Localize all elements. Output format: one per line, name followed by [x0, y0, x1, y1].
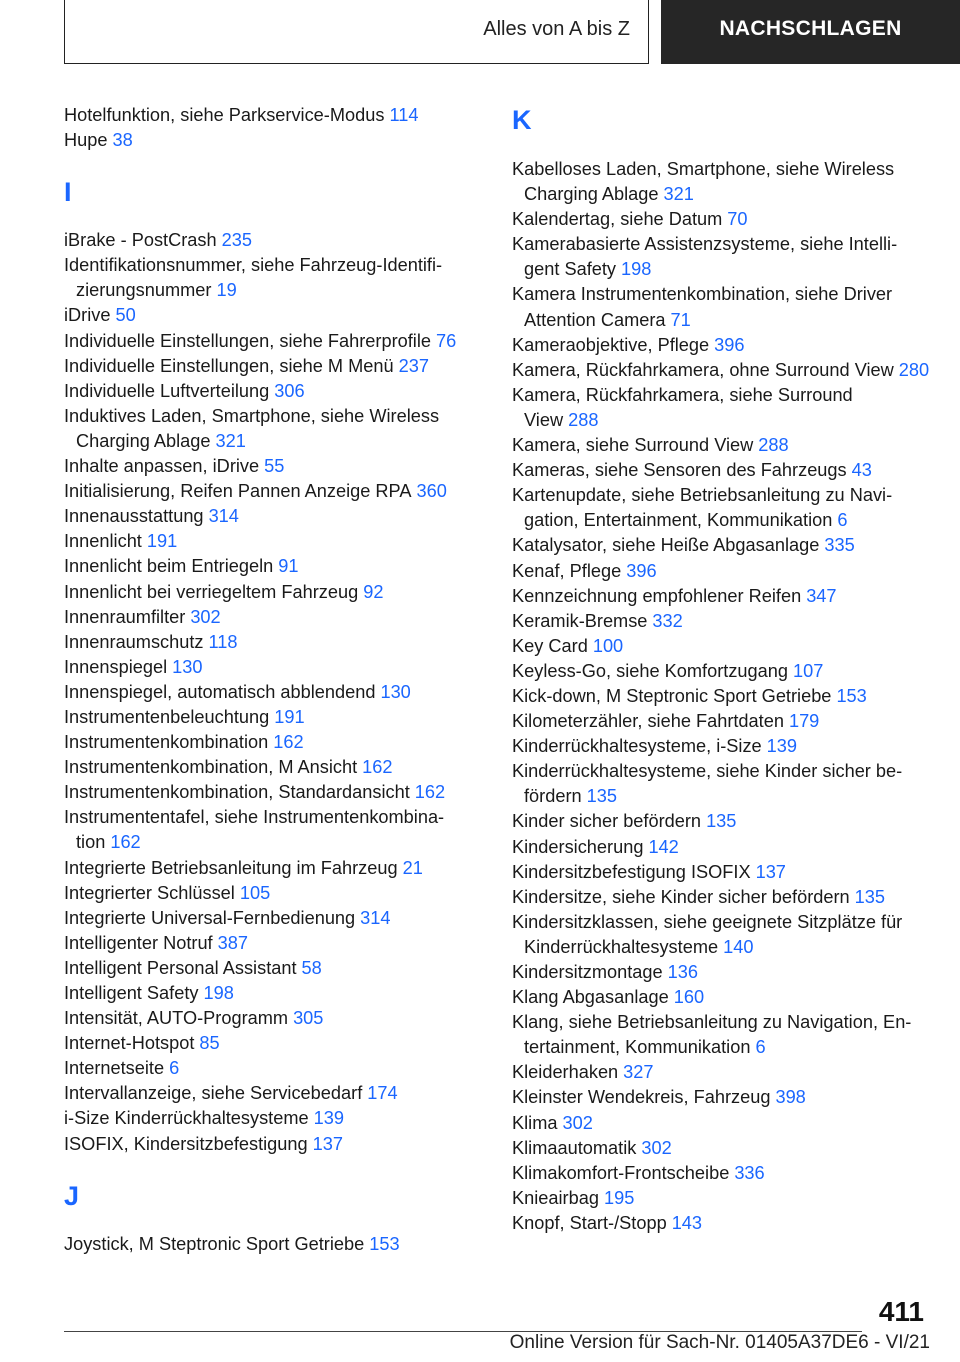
index-entry-page-link[interactable]: 139 — [766, 736, 798, 757]
index-entry — [512, 1085, 932, 1110]
index-entry — [512, 559, 932, 584]
section-title: Alles von A bis Z — [483, 18, 630, 40]
index-entry — [512, 1186, 932, 1211]
index-entry — [64, 655, 484, 680]
index-entry-term: Kabelloses Laden, Smartphone, siehe Wireless Charging Ablage — [512, 159, 895, 205]
index-entry-term: Innenlicht bei verriegeltem Fahrzeug — [64, 581, 359, 602]
index-entry-page-link[interactable]: 179 — [788, 711, 820, 732]
index-entry-page-link[interactable]: 139 — [313, 1108, 344, 1129]
index-entry-term: Integrierte Betriebsanleitung im Fahrzeug — [64, 857, 398, 878]
index-entry-term: Knieairbag — [512, 1187, 599, 1208]
index-entry — [64, 605, 484, 630]
index-entry-term: Intensität, AUTO-Programm — [64, 1008, 289, 1029]
index-entry — [64, 906, 484, 931]
index-entry-page-link[interactable]: 288 — [758, 435, 789, 456]
index-entry-page-link[interactable]: 336 — [734, 1162, 765, 1183]
index-entry-term: Key Card — [512, 635, 588, 656]
index-entry — [512, 910, 932, 960]
index-entry — [512, 960, 932, 985]
index-entry — [512, 433, 932, 458]
index-entry-page-link[interactable]: 198 — [621, 259, 652, 280]
index-entry-page-link[interactable]: 347 — [806, 585, 837, 606]
index-entry-term: Kindersitze, siehe Kinder sicher befördern — [512, 886, 850, 907]
index-entry-term: Innenraumschutz — [64, 631, 204, 652]
index-entry-page-link[interactable]: 58 — [301, 957, 322, 978]
index-entry — [64, 630, 484, 655]
index-entry-term: Integrierter Schlüssel — [64, 882, 235, 903]
index-entry-term: Kindersitzklassen, siehe geeignete Sitzplätze für Kinderrückhaltesysteme — [512, 911, 903, 957]
index-entry — [512, 1111, 932, 1136]
index-entry-page-link[interactable]: 135 — [854, 886, 886, 907]
index-entry-page-link[interactable]: 191 — [274, 706, 305, 727]
index-entry — [64, 981, 484, 1006]
index-entry-term: Instrumentenkombination, M Ansicht — [64, 757, 358, 778]
index-entry-page-link[interactable]: 396 — [714, 334, 745, 355]
index-entry-page-link[interactable]: 76 — [436, 330, 457, 351]
index-entry-term: Intelligent Personal Assistant — [64, 957, 297, 978]
index-column-right — [512, 103, 932, 1236]
index-entry — [64, 554, 484, 579]
index-entry — [64, 956, 484, 981]
index-entry-term: Kartenupdate, siehe Betriebsanleitung zu Navi-gation, Entertainment, Kommunikation — [512, 485, 893, 531]
index-entry-page-link[interactable]: 92 — [363, 581, 384, 602]
index-entry-term: Individuelle Einstellungen, siehe Fahrerprofile — [64, 330, 432, 351]
index-entry-term: Kinderrückhaltesysteme, i-Size — [512, 736, 762, 757]
chapter-title: NACHSCHLAGEN — [719, 17, 902, 40]
index-entry — [512, 458, 932, 483]
index-entry-page-link[interactable]: 55 — [264, 456, 285, 477]
index-entry-page-link[interactable]: 107 — [792, 660, 824, 681]
index-entry-page-link[interactable]: 302 — [641, 1137, 672, 1158]
header-chapter-box — [661, 0, 960, 64]
index-entry-page-link[interactable]: 191 — [146, 531, 178, 552]
index-entry-page-link[interactable]: 118 — [208, 631, 238, 652]
index-entry-term: Kindersitzmontage — [512, 962, 663, 982]
index-entry-term: Klima — [512, 1112, 558, 1133]
index-entry-term: Induktives Laden, Smartphone, siehe Wireless Charging Ablage — [64, 405, 440, 451]
index-entry-term: Klang Abgasanlage — [512, 987, 669, 1008]
index-entry-term: Kinderrückhaltesysteme, siehe Kinder sicher be-fördern — [512, 761, 903, 807]
index-entry-term: Kindersitzbefestigung ISOFIX — [512, 861, 751, 882]
index-entry — [64, 705, 484, 730]
index-entry-term: Klimakomfort-Frontscheibe — [512, 1162, 730, 1183]
index-entry-term: iBrake - PostCrash — [64, 230, 217, 251]
index-entry — [512, 1211, 932, 1236]
index-entry-page-link[interactable]: 327 — [623, 1062, 654, 1083]
index-entry — [64, 103, 484, 128]
index-entry-page-link[interactable]: 135 — [586, 786, 617, 807]
index-entry-page-link[interactable]: 360 — [416, 481, 447, 502]
index-entry-term: Instrumentenkombination, Standardansicht — [64, 782, 410, 803]
index-entry-page-link[interactable]: 136 — [667, 962, 698, 982]
index-entry-term: Katalysator, siehe Heiße Abgasanlage — [512, 535, 820, 556]
index-entry-term: Intervallanzeige, siehe Servicebedarf — [64, 1083, 363, 1104]
index-entry-page-link[interactable]: 137 — [312, 1133, 343, 1154]
index-entry — [64, 881, 484, 906]
index-entry-term: Kilometerzähler, siehe Fahrtdaten — [512, 711, 784, 732]
index-entry — [512, 734, 932, 759]
index-entry — [64, 755, 484, 780]
index-entry-page-link[interactable]: 100 — [592, 635, 624, 656]
index-entry-page-link[interactable]: 162 — [273, 732, 304, 753]
index-entry-page-link[interactable]: 114 — [389, 105, 419, 125]
index-entry-page-link[interactable]: 135 — [706, 811, 737, 832]
index-letter-heading: J — [64, 1180, 80, 1211]
index-entry-term: Individuelle Luftverteilung — [64, 380, 270, 401]
index-entry — [512, 684, 932, 709]
index-entry-page-link[interactable]: 306 — [274, 380, 305, 401]
index-entry-page-link[interactable]: 162 — [414, 782, 446, 803]
index-entry-term: Innenspiegel, automatisch abblendend — [64, 681, 376, 702]
index-entry-page-link[interactable]: 105 — [239, 882, 271, 903]
index-entry — [512, 1161, 932, 1186]
index-entry-page-link[interactable]: 130 — [380, 681, 411, 702]
index-entry-term: Kameraobjektive, Pflege — [512, 334, 710, 355]
index-column-left — [64, 103, 484, 1257]
footer-version: Online Version für Sach-Nr. 01405A37DE6 - VI/21 — [509, 1332, 930, 1353]
index-entry-term: Kleiderhaken — [512, 1062, 619, 1083]
index-entry — [512, 759, 932, 809]
index-entry-page-link[interactable]: 387 — [217, 932, 248, 953]
index-entry-page-link[interactable]: 91 — [278, 556, 299, 577]
index-entry-term: Klimaautomatik — [512, 1137, 637, 1158]
index-entry-term: Innenraumfilter — [64, 606, 186, 627]
index-entry-page-link[interactable]: 288 — [568, 409, 599, 430]
index-entry-term: Kameras, siehe Sensoren des Fahrzeugs — [512, 460, 847, 481]
index-entry — [64, 529, 484, 554]
index-entry-term: Kamera, siehe Surround View — [512, 435, 754, 456]
index-entry — [64, 479, 484, 504]
index-entry-page-link[interactable]: 321 — [215, 430, 246, 451]
index-entry-term: Innenlicht beim Entriegeln — [64, 556, 274, 577]
index-entry — [64, 253, 484, 303]
index-entry-term: Innenlicht — [64, 531, 142, 552]
index-entry-term: Identifikationsnummer, siehe Fahrzeug-Identifi-zierungsnummer — [64, 255, 443, 301]
index-entry — [64, 730, 484, 755]
index-entry — [64, 1031, 484, 1056]
index-entry-term: Knopf, Start-/Stopp — [512, 1212, 667, 1233]
index-entry-page-link[interactable]: 21 — [402, 857, 423, 878]
index-entry-term: Innenausstattung — [64, 506, 204, 527]
index-entry-page-link[interactable]: 162 — [110, 832, 141, 853]
index-entry — [64, 1132, 484, 1157]
index-entry-term: ISOFIX, Kindersitzbefestigung — [64, 1133, 308, 1154]
index-entry-term: Intelligent Safety — [64, 983, 199, 1003]
index-entry — [512, 282, 932, 332]
index-entry — [64, 354, 484, 379]
index-entry-page-link[interactable]: 314 — [360, 907, 391, 928]
index-entry-page-link[interactable]: 6 — [169, 1058, 180, 1079]
index-entry — [512, 157, 932, 207]
index-entry — [512, 1136, 932, 1161]
index-entry-page-link[interactable]: 195 — [603, 1187, 635, 1208]
index-entry-page-link[interactable]: 332 — [652, 610, 683, 631]
index-entry-page-link[interactable]: 160 — [673, 987, 705, 1008]
index-entry-term: Integrierte Universal-Fernbedienung — [64, 907, 356, 928]
index-entry — [512, 207, 932, 232]
index-entry-term: Internet-Hotspot — [64, 1033, 195, 1054]
index-entry — [64, 404, 484, 454]
index-entry — [512, 1060, 932, 1085]
index-entry — [512, 709, 932, 734]
index-entry-term: Kinder sicher befördern — [512, 811, 702, 832]
index-entry-term: Internetseite — [64, 1058, 165, 1079]
index-entry-page-link[interactable]: 6 — [755, 1037, 766, 1058]
index-entry-page-link[interactable]: 335 — [824, 535, 855, 556]
index-entry-page-link[interactable]: 85 — [199, 1033, 220, 1054]
index-entry-term: Keyless-Go, siehe Komfortzugang — [512, 660, 788, 681]
index-entry-term: Kenaf, Pflege — [512, 560, 622, 581]
index-entry-term: iDrive — [64, 305, 111, 326]
index-entry-term: Inhalte anpassen, iDrive — [64, 456, 260, 477]
index-entry-page-link[interactable]: 43 — [851, 460, 872, 481]
index-entry — [64, 1081, 484, 1106]
index-entry-term: Klang, siehe Betriebsanleitung zu Navigation, En-tertainment, Kommunikation — [512, 1012, 912, 1058]
index-entry — [512, 383, 932, 433]
index-entry — [64, 856, 484, 881]
index-entry — [64, 128, 484, 153]
index-entry-term: Individuelle Einstellungen, siehe M Menü — [64, 355, 394, 376]
index-entry-page-link[interactable]: 198 — [203, 983, 234, 1003]
index-entry — [64, 1006, 484, 1031]
index-entry-page-link[interactable]: 162 — [362, 757, 393, 778]
index-entry-page-link[interactable]: 314 — [208, 506, 239, 527]
index-entry-term: Kamerabasierte Assistenzsysteme, siehe Intelli-gent Safety — [512, 234, 898, 280]
index-entry-page-link[interactable]: 235 — [221, 230, 252, 251]
index-entry — [64, 931, 484, 956]
index-entry — [64, 1232, 484, 1257]
index-entry-term: Hotelfunktion, siehe Parkservice-Modus — [64, 105, 385, 125]
index-entry-page-link[interactable]: 19 — [216, 280, 237, 301]
index-entry-term: Instrumentenkombination — [64, 732, 269, 753]
index-entry-page-link[interactable]: 321 — [663, 184, 694, 205]
index-entry — [64, 504, 484, 529]
index-entry-term: Keramik-Bremse — [512, 610, 648, 631]
index-entry-term: Innenspiegel — [64, 656, 168, 677]
index-entry-page-link[interactable]: 142 — [648, 836, 679, 857]
index-entry — [64, 303, 484, 328]
index-entry-page-link[interactable]: 143 — [671, 1212, 703, 1233]
index-letter-heading: K — [512, 105, 532, 135]
index-entry — [64, 1106, 484, 1131]
index-entry — [64, 780, 484, 805]
index-entry-term: Kindersicherung — [512, 836, 644, 857]
index-entry — [512, 809, 932, 834]
index-entry-page-link[interactable]: 71 — [670, 309, 691, 330]
index-entry-term: Joystick, M Steptronic Sport Getriebe — [64, 1233, 365, 1254]
index-entry — [512, 358, 932, 383]
index-entry-term: Intelligenter Notruf — [64, 932, 213, 953]
index-entry — [64, 454, 484, 479]
index-entry-page-link[interactable]: 50 — [115, 305, 136, 326]
index-entry-page-link[interactable]: 396 — [626, 560, 657, 581]
index-entry — [512, 860, 932, 885]
index-entry-page-link[interactable]: 302 — [190, 606, 221, 627]
index-entry-term: i-Size Kinderrückhaltesysteme — [64, 1108, 309, 1129]
index-entry — [512, 333, 932, 358]
index-entry — [512, 609, 932, 634]
index-entry-page-link[interactable]: 70 — [727, 209, 748, 230]
index-entry — [64, 329, 484, 354]
index-entry-term: Kick-down, M Steptronic Sport Getriebe — [512, 685, 832, 706]
index-entry — [512, 1010, 932, 1060]
index-entry-term: Kleinster Wendekreis, Fahrzeug — [512, 1087, 771, 1108]
index-entry — [64, 680, 484, 705]
index-entry-page-link[interactable]: 302 — [562, 1112, 593, 1133]
index-entry — [512, 985, 932, 1010]
index-entry — [512, 232, 932, 282]
index-entry — [512, 659, 932, 684]
index-entry-term: Kalendertag, siehe Datum — [512, 209, 723, 230]
index-entry — [64, 580, 484, 605]
index-entry — [512, 835, 932, 860]
index-entry-page-link[interactable]: 305 — [293, 1008, 324, 1029]
index-entry — [64, 228, 484, 253]
index-entry-term: Initialisierung, Reifen Pannen Anzeige RPA — [64, 481, 412, 502]
index-entry — [64, 805, 484, 855]
index-entry-term: Kennzeichnung empfohlener Reifen — [512, 585, 802, 606]
index-entry-page-link[interactable]: 280 — [898, 359, 930, 380]
index-entry-page-link[interactable]: 153 — [369, 1233, 400, 1254]
index-entry-page-link[interactable]: 237 — [398, 355, 429, 376]
index-entry — [64, 1056, 484, 1081]
index-entry-page-link[interactable]: 174 — [367, 1083, 398, 1104]
index-entry-page-link[interactable]: 130 — [172, 656, 203, 677]
index-entry — [64, 379, 484, 404]
index-entry-term: Instrumentenbeleuchtung — [64, 706, 270, 727]
index-entry-page-link[interactable]: 398 — [775, 1087, 806, 1108]
header-section-box — [64, 0, 649, 64]
index-entry — [512, 634, 932, 659]
index-entry — [512, 885, 932, 910]
index-letter-heading: I — [64, 177, 72, 208]
index-entry-page-link[interactable]: 6 — [837, 510, 848, 531]
index-entry — [512, 533, 932, 558]
index-entry — [512, 584, 932, 609]
index-entry-term: Hupe — [64, 130, 108, 151]
index-entry-term: Instrumententafel, siehe Instrumentenkombina-tion — [64, 807, 445, 853]
index-entry-page-link[interactable]: 140 — [723, 936, 754, 957]
page-number: 411 — [878, 1296, 924, 1327]
index-entry-term: Kamera, Rückfahrkamera, siehe Surround View — [512, 384, 853, 430]
index-entry-page-link[interactable]: 153 — [836, 685, 867, 706]
index-entry-page-link[interactable]: 137 — [755, 861, 786, 882]
index-entry-page-link[interactable]: 38 — [112, 130, 133, 151]
index-entry-term: Kamera, Rückfahrkamera, ohne Surround View — [512, 359, 894, 380]
index-entry — [512, 483, 932, 533]
index-entry-term: Kamera Instrumentenkombination, siehe Driver Attention Camera — [512, 284, 893, 330]
